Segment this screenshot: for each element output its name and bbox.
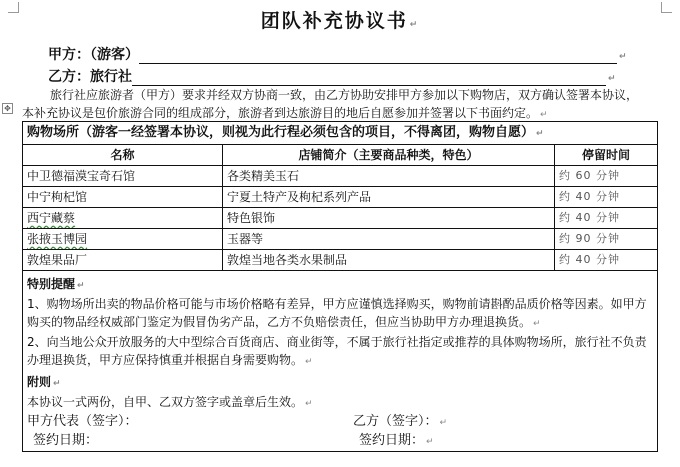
notice-item-1	[27, 295, 653, 333]
shop-desc: 玉器等	[227, 232, 264, 246]
paragraph-mark: ↵	[426, 437, 434, 447]
shopping-grid	[23, 145, 657, 271]
party-a-row	[48, 44, 627, 64]
shop-desc-cell[interactable]	[223, 229, 555, 250]
party-a-label: 甲方：（游客）	[48, 47, 139, 63]
paragraph-mark: ↵	[305, 357, 313, 367]
paragraph-mark: ↵	[77, 281, 85, 291]
shop-time: 约 90 分钟	[559, 232, 620, 245]
paragraph-mark: ↵	[305, 399, 313, 409]
appendix-text-content: 本协议一式两份，自甲、乙双方签字或盖章后生效。	[27, 395, 304, 409]
shop-desc-cell[interactable]	[223, 166, 555, 187]
shop-time-cell[interactable]	[555, 187, 657, 208]
intro-paragraph	[22, 86, 662, 124]
party-a-rep-label: 甲方代表（签字）：	[27, 414, 138, 429]
shop-name-cell[interactable]	[23, 208, 223, 229]
paragraph-mark: ↵	[608, 74, 616, 84]
column-header-desc: 店铺简介（主要商品种类，特色）	[223, 145, 555, 166]
shop-desc: 各类精美玉石	[227, 169, 300, 183]
shop-time: 约 40 分钟	[559, 253, 620, 266]
shopping-header-text: 购物场所（游客一经签署本协议，则视为此行程必须包含的项目，不得离团，购物自愿）	[27, 125, 535, 140]
shop-name-cell[interactable]	[23, 166, 223, 187]
intro-line-2: 本补充协议是包价旅游合同的组成部分，旅游者到达旅游目的地后自愿参加并签署以下书面约定。	[22, 106, 539, 120]
shop-desc-cell[interactable]	[223, 250, 555, 271]
title-text: 团队补充协议书	[260, 10, 408, 32]
shop-name: 中宁枸杞馆	[27, 190, 88, 204]
party-b-label: 乙方：旅行社	[48, 69, 132, 85]
shopping-header	[23, 122, 657, 145]
shop-name-cell[interactable]	[23, 229, 223, 250]
agreement-table	[22, 121, 658, 452]
shop-time: 约 40 分钟	[559, 190, 620, 203]
paragraph-mark: ↵	[53, 379, 61, 389]
party-b-row	[48, 66, 616, 86]
column-header-name: 名称	[23, 145, 223, 166]
shop-name: 西宁藏蔡	[27, 211, 76, 225]
paragraph-mark: ↵	[439, 418, 448, 428]
shop-time-cell[interactable]	[555, 229, 657, 250]
notice-item-1-text: 1、购物场所出卖的物品价格可能与市场价格略有差异，甲方应谨慎选择购买，购物前请斟酌品质价格等因素。如甲方购买的物品经权威部门鉴定为假冒伪劣产品，乙方不负赔偿责任，但应当协助甲方办理退换货。	[27, 297, 647, 329]
signature-row	[27, 413, 653, 432]
shop-name-cell[interactable]	[23, 250, 223, 271]
party-b-blank-line[interactable]	[132, 71, 606, 86]
date-row	[27, 432, 653, 451]
shop-desc: 敦煌当地各类水果制品	[227, 253, 348, 267]
shop-time: 约 40 分钟	[559, 211, 620, 224]
appendix-heading	[27, 373, 653, 393]
paragraph-mark: ↵	[533, 319, 541, 329]
paragraph-mark: ↵	[540, 110, 548, 120]
notice-item-2	[27, 333, 653, 371]
shop-name: 张掖玉博园	[27, 232, 88, 246]
notice-heading	[27, 275, 653, 295]
shop-desc: 特色银饰	[227, 211, 276, 225]
shop-desc-cell[interactable]	[223, 187, 555, 208]
shop-name: 中卫德福漠宝奇石馆	[27, 169, 136, 183]
paragraph-mark: ↵	[536, 129, 544, 139]
intro-line-1: 旅行社应旅游者（甲方）要求并经双方协商一致，由乙方协助安排甲方参加以下购物店，双方确认签署本协议，	[50, 88, 639, 102]
shop-name-cell[interactable]	[23, 187, 223, 208]
shop-name: 敦煌果品厂	[27, 253, 88, 267]
shop-time-cell[interactable]	[555, 166, 657, 187]
appendix-heading-text: 附则	[27, 375, 52, 389]
notes-section	[23, 271, 657, 451]
sign-date-a-label: 签约日期：	[33, 433, 99, 448]
shop-time-cell[interactable]	[555, 250, 657, 271]
appendix-text	[27, 393, 653, 413]
party-a-blank-line[interactable]	[139, 49, 617, 64]
paragraph-mark: ↵	[409, 20, 420, 30]
shop-desc: 宁夏土特产及枸杞系列产品	[227, 190, 372, 204]
shop-desc-cell[interactable]	[223, 208, 555, 229]
move-handle-icon[interactable]: ✥	[2, 103, 13, 114]
party-b-sign-label: 乙方（签字）：	[353, 414, 438, 429]
document-title	[0, 6, 680, 33]
shop-time-cell[interactable]	[555, 208, 657, 229]
column-header-time: 停留时间	[555, 145, 657, 166]
notice-item-2-text: 2、向当地公众开放服务的大中型综合百货商店、商业街等，不属于旅行社指定或推荐的具体购物场所，旅行社不负责办理退换货，甲方应保持慎重并根据自身需要购物。	[27, 335, 647, 367]
paragraph-mark: ↵	[619, 52, 627, 62]
shop-time: 约 60 分钟	[559, 169, 620, 182]
sign-date-b-label: 签约日期：	[359, 433, 425, 448]
notice-heading-text: 特别提醒	[27, 277, 76, 291]
